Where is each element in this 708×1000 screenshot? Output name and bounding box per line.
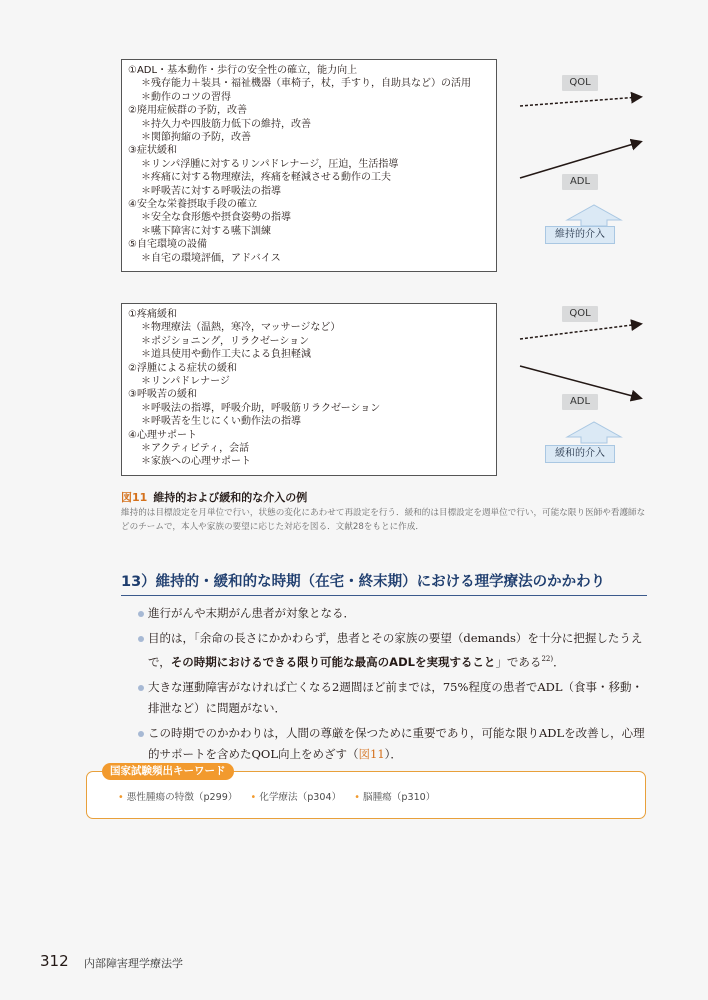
list-item: ③呼吸苦の緩和 bbox=[128, 389, 197, 401]
bullet-item bbox=[148, 723, 654, 766]
figure-title: 維持的および緩和的な介入の例 bbox=[153, 491, 308, 504]
bullet-item bbox=[148, 628, 654, 674]
bullet-dot-icon bbox=[138, 636, 144, 642]
list-subitem: ＊物理療法（温熱，寒冷，マッサージなど） bbox=[141, 322, 341, 334]
palliative-intervention-list bbox=[121, 303, 497, 476]
adl-label: ADL bbox=[562, 174, 598, 190]
bullet-text: 進行がんや末期がん患者が対象となる． bbox=[148, 606, 355, 620]
maintenance-intervention-label: 維持的介入 bbox=[545, 226, 615, 244]
list-subitem: ＊リンパ浮腫に対するリンパドレナージ，圧迫，生活指導 bbox=[141, 158, 399, 170]
bullet-text: この時期でのかかわりは，人間の尊厳を保つために重要であり，可能な限りADLを改善し，心理的サポートを含めたQOL向上をめざす（ bbox=[148, 725, 645, 762]
figure-reference-link[interactable]: 図11 bbox=[358, 747, 385, 762]
keyword-list bbox=[118, 789, 445, 803]
list-subitem: ＊家族への心理サポート bbox=[141, 456, 251, 468]
bullet-text: 」である bbox=[495, 655, 542, 670]
bullet-dot-icon bbox=[138, 731, 144, 737]
list-item: ④心理サポート bbox=[128, 429, 197, 441]
bullet-text: 大きな運動障害がなければ亡くなる2週間ほど前までは，75%程度の患者でADL（食事・移動・排泄など）に問題がない． bbox=[148, 679, 644, 716]
list-item: ②浮腫による症状の緩和 bbox=[128, 362, 237, 374]
list-item: ①疼痛緩和 bbox=[128, 309, 177, 320]
upward-arrow-icon bbox=[567, 422, 621, 443]
keyword-item[interactable]: • 化学療法（p304） bbox=[251, 792, 342, 803]
list-subitem: ＊関節拘縮の予防，改善 bbox=[141, 132, 251, 144]
bullet-item bbox=[148, 677, 654, 720]
list-item: ②廃用症候群の予防，改善 bbox=[128, 105, 247, 117]
list-subitem: ＊疼痛に対する物理療法，疼痛を軽減させる動作の工夫 bbox=[141, 172, 391, 184]
maintenance-intervention-list bbox=[121, 59, 497, 272]
qol-label: QOL bbox=[562, 75, 598, 91]
bullet-emphasis: その時期におけるできる限り可能な最高のADLを実現すること bbox=[170, 655, 496, 670]
adl-label: ADL bbox=[562, 394, 598, 410]
bullet-dot-icon bbox=[138, 685, 144, 691]
figure-caption bbox=[121, 489, 307, 505]
list-subitem: ＊自宅の環境評価，アドバイス bbox=[141, 252, 281, 264]
qol-trend-arrow bbox=[520, 97, 640, 106]
bullet-text: ． bbox=[553, 655, 565, 670]
keyword-item[interactable]: • 悪性腫瘍の特徴（p299） bbox=[118, 792, 237, 803]
qol-trend-arrow bbox=[520, 324, 640, 339]
list-subitem: ＊リンパドレナージ bbox=[141, 376, 230, 388]
bullet-text: ）． bbox=[384, 747, 402, 762]
qol-label: QOL bbox=[562, 306, 598, 322]
list-item: ⑤自宅環境の設備 bbox=[128, 239, 207, 251]
list-subitem: ＊安全な食形態や摂食姿勢の指導 bbox=[141, 212, 291, 224]
list-subitem: ＊道具使用や動作工夫による負担軽減 bbox=[141, 349, 311, 361]
list-item: ①ADL・基本動作・歩行の安全性の確立，能力向上 bbox=[128, 65, 358, 76]
figure-number: 図11 bbox=[121, 491, 148, 504]
bullet-dot-icon bbox=[138, 611, 144, 617]
reference-superscript: 22) bbox=[541, 655, 554, 664]
palliative-intervention-label: 緩和的介入 bbox=[545, 445, 615, 463]
list-item: ④安全な栄養摂取手段の確立 bbox=[128, 199, 257, 211]
page-number: 312 bbox=[40, 952, 69, 970]
bullet-item bbox=[148, 603, 654, 625]
figure-note: 維持的は目標設定を月単位で行い，状態の変化にあわせて再設定を行う．緩和的は目標設定を週単位で行い，可能な限り医師や看護師などのチームで，本人や家族の要望に応じた対応を図る．文献28をもとに作成． bbox=[121, 508, 646, 532]
list-subitem: ＊呼吸法の指導，呼吸介助，呼吸筋リラクゼーション bbox=[141, 402, 381, 414]
list-subitem: ＊嚥下障害に対する嚥下訓練 bbox=[141, 225, 271, 237]
keyword-box-title: 国家試験頻出キーワード bbox=[102, 763, 234, 780]
list-subitem: ＊動作のコツの習得 bbox=[141, 91, 231, 103]
bullet-list bbox=[148, 603, 654, 769]
upward-arrow-icon bbox=[567, 205, 621, 226]
list-subitem: ＊残存能力＋装具・福祉機器（車椅子，杖，手すり，自助具など）の活用 bbox=[141, 78, 471, 90]
keyword-item[interactable]: • 脳腫瘍（p310） bbox=[354, 792, 435, 803]
section-heading: 13）維持的・緩和的な時期（在宅・終末期）における理学療法のかかわり bbox=[121, 570, 647, 596]
bullet-text: 目的は，「余命の長さにかかわらず，患者とその家族の要望（demands）を十分に把握したうえで， bbox=[148, 630, 643, 670]
list-subitem: ＊持久力や四肢筋力低下の維持，改善 bbox=[141, 118, 311, 130]
adl-trend-arrow bbox=[520, 142, 640, 178]
list-subitem: ＊アクティビティ，会話 bbox=[141, 443, 250, 455]
list-subitem: ＊呼吸苦を生じにくい動作法の指導 bbox=[141, 416, 301, 428]
running-title: 内部障害理学療法学 bbox=[84, 957, 183, 970]
list-subitem: ＊ポジショニング，リラクゼーション bbox=[141, 335, 310, 347]
list-item: ③症状緩和 bbox=[128, 145, 177, 157]
list-subitem: ＊呼吸苦に対する呼吸法の指導 bbox=[141, 185, 281, 197]
